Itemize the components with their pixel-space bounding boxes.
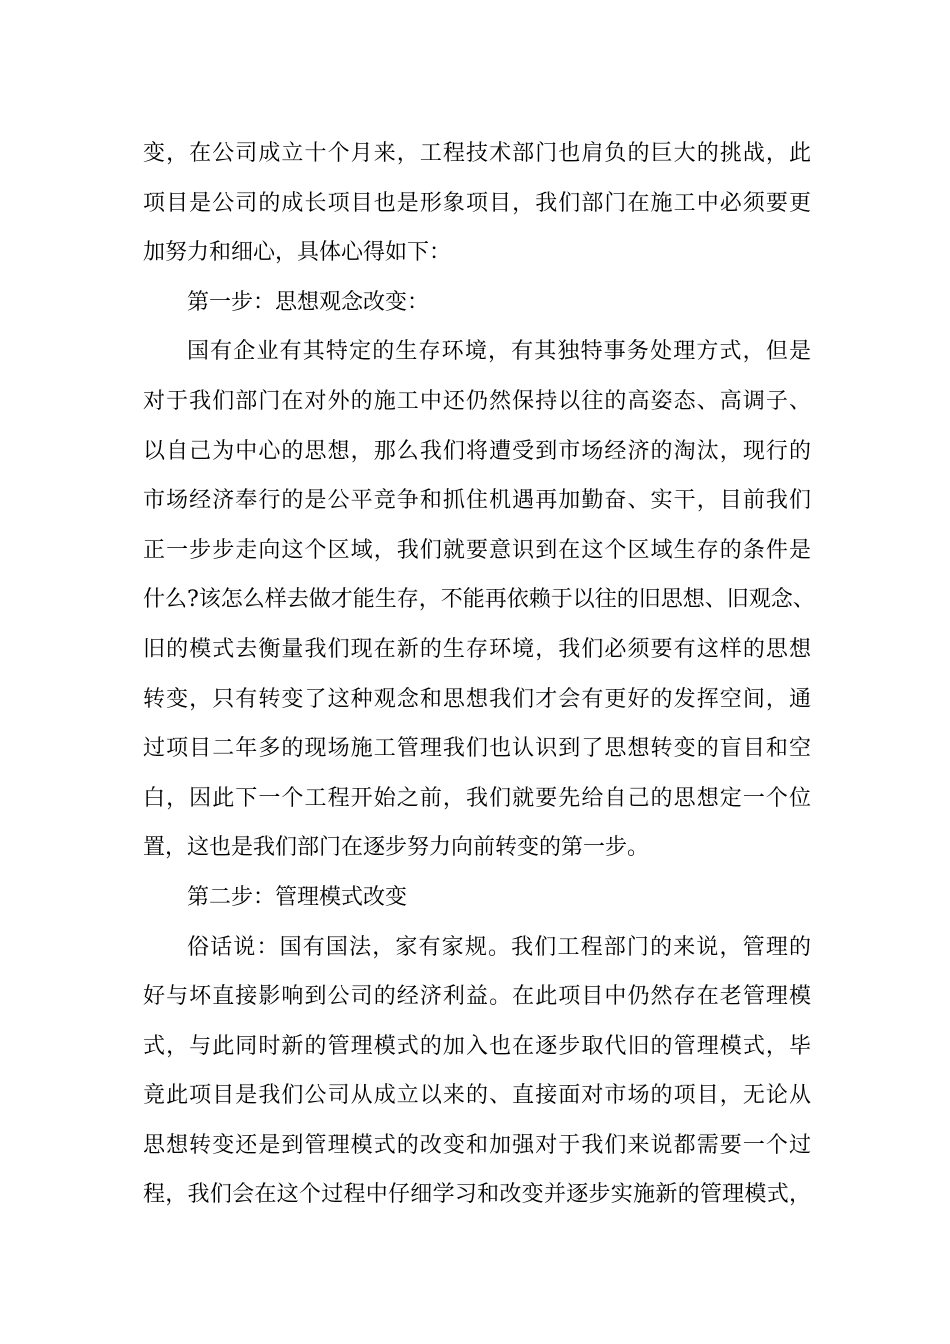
text-line: 竟此项目是我们公司从成立以来的、直接面对市场的项目，无论从 bbox=[143, 1083, 811, 1109]
text-line: 程，我们会在这个过程中仔细学习和改变并逐步实施新的管理模式， bbox=[143, 1182, 811, 1208]
text-line: 什么?该怎么样去做才能生存，不能再依赖于以往的旧思想、旧观念、 bbox=[143, 587, 815, 613]
text-line: 正一步步走向这个区域，我们就要意识到在这个区域生存的条件是 bbox=[143, 537, 811, 563]
text-line: 项目是公司的成长项目也是形象项目，我们部门在施工中必须要更 bbox=[143, 190, 811, 216]
paragraph-first-line: 国有企业有其特定的生存环境，有其独特事务处理方式，但是 bbox=[187, 339, 811, 365]
text-line: 白，因此下一个工程开始之前，我们就要先给自己的思想定一个位 bbox=[143, 785, 811, 811]
text-line: 变，在公司成立十个月来，工程技术部门也肩负的巨大的挑战，此 bbox=[143, 141, 811, 166]
text-line: 过项目二年多的现场施工管理我们也认识到了思想转变的盲目和空 bbox=[143, 736, 811, 762]
text-line: 转变，只有转变了这种观念和思想我们才会有更好的发挥空间，通 bbox=[143, 686, 811, 712]
body-text bbox=[143, 129, 815, 1220]
text-line: 好与坏直接影响到公司的经济利益。在此项目中仍然存在老管理模 bbox=[143, 984, 811, 1010]
text-line: 旧的模式去衡量我们现在新的生存环境，我们必须要有这样的思想 bbox=[143, 636, 811, 662]
text-line: 置，这也是我们部门在逐步努力向前转变的第一步。 bbox=[143, 835, 650, 861]
text-line: 以自己为中心的思想，那么我们将遭受到市场经济的淘汰，现行的 bbox=[143, 438, 811, 464]
paragraph-first-line: 俗话说：国有国法，家有家规。我们工程部门的来说，管理的 bbox=[187, 934, 811, 960]
section-heading: 第二步：管理模式改变 bbox=[187, 884, 408, 910]
text-line: 加努力和细心，具体心得如下： bbox=[143, 240, 452, 266]
text-line: 对于我们部门在对外的施工中还仍然保持以往的高姿态、高调子、 bbox=[143, 388, 811, 414]
text-line: 思想转变还是到管理模式的改变和加强对于我们来说都需要一个过 bbox=[143, 1132, 811, 1158]
section-heading: 第一步：思想观念改变： bbox=[187, 289, 430, 315]
text-line: 市场经济奉行的是公平竞争和抓住机遇再加勤奋、实干，目前我们 bbox=[143, 488, 811, 514]
text-line: 式，与此同时新的管理模式的加入也在逐步取代旧的管理模式，毕 bbox=[143, 1033, 811, 1059]
